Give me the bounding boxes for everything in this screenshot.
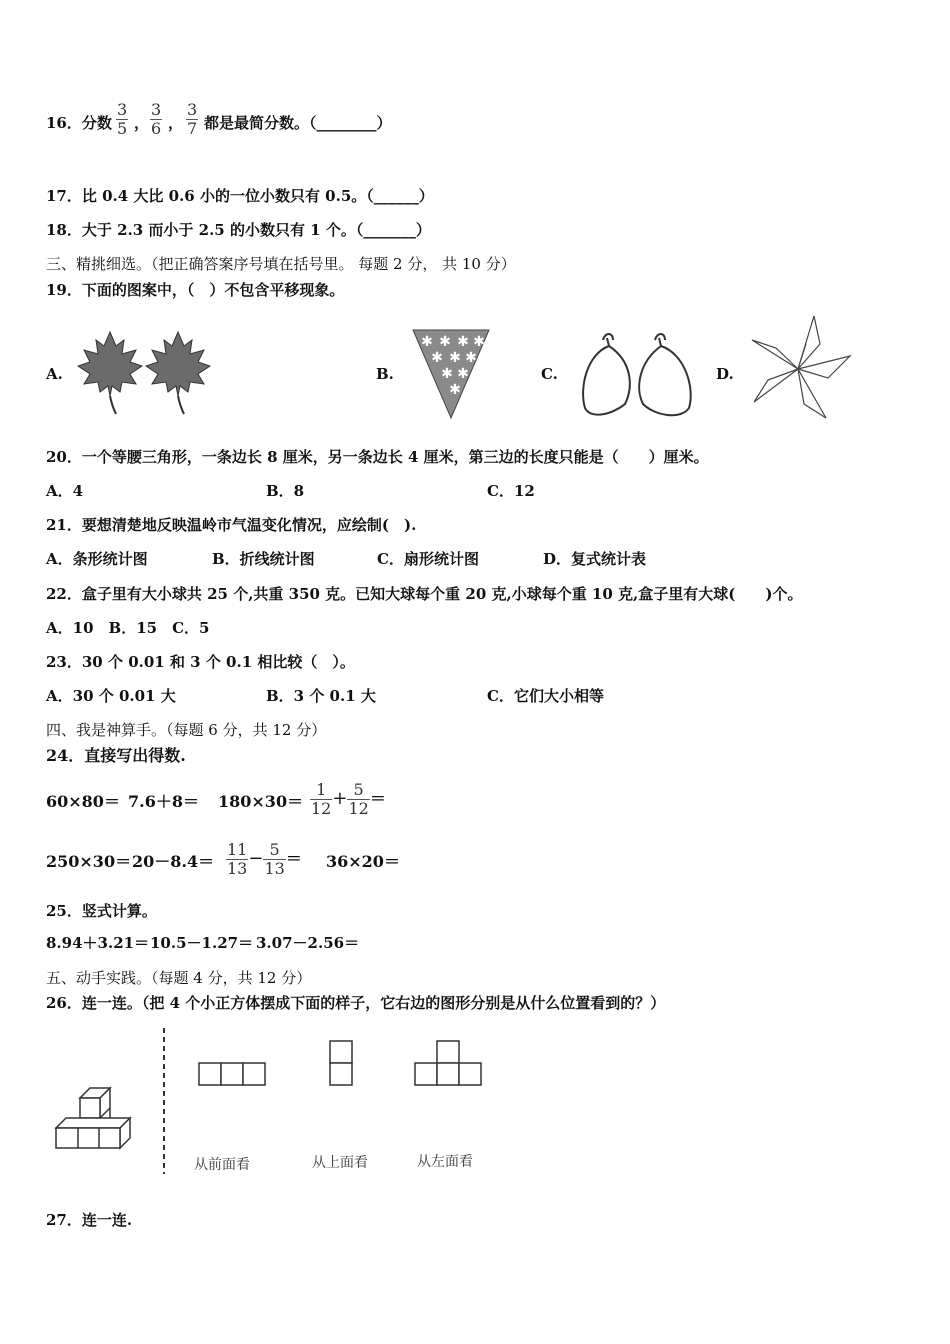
question-23: 23．30 个 0.01 和 3 个 0.1 相比较（ ）。 [46,653,355,671]
question-26: 26．连一连。（把 4 个小正方体摆成下面的样子，它右边的图形分别是从什么位置看到的？） [46,994,666,1012]
q19-option-c: C. [541,365,558,383]
view-left-grid [414,1040,482,1086]
caption-front-view: 从前面看 [194,1157,250,1173]
svg-text:✱: ✱ [439,334,451,350]
triangle-snowflake-image [411,328,491,420]
question-18: 18．大于 2.3 而小于 2.5 的小数只有 1 个。（_______） [46,221,431,239]
dashed-divider [162,1028,166,1174]
q24-item-6: 20－8.4＝ [132,852,215,871]
q23-option-a: A．30 个 0.01 大 [46,687,176,705]
q24-fraction-expr-1: $\frac{1}{12}$ + $\frac{5}{12}$ ＝ [311,779,386,818]
svg-text:✱: ✱ [421,334,433,350]
maple-leaves-image [76,330,216,420]
question-16: 16．分数 $\frac{3}{5}$ ， $\frac{3}{6}$ ， $\frac{3}{7}$ 都是最简分数。（________） [46,103,142,143]
q25-item-1: 8.94＋3.21＝ [46,934,150,952]
fraction-3-5: $\frac{3}{5}$ [117,100,128,138]
q24-item-2: 7.6＋8＝ [128,792,199,811]
section-5-heading: 五、动手实践。（每题 4 分，共 12 分） [46,969,312,987]
q24-item-1: 60×80＝ [46,792,120,811]
q23-option-b: B．3 个 0.1 大 [266,687,376,705]
question-25: 25．竖式计算。 [46,902,157,920]
q21-option-d: D．复式统计表 [543,550,647,568]
q24-item-8: 36×20＝ [326,852,400,871]
q24-item-3: 180×30＝ [218,792,304,811]
question-17: 17．比 0.4 大比 0.6 小的一位小数只有 0.5。（______） [46,187,434,205]
question-20: 20．一个等腰三角形，一条边长 8 厘米，另一条边长 4 厘米，第三边的长度只能是（ ）厘米。 [46,448,709,466]
hearts-image [577,328,697,420]
q20-option-b: B．8 [266,482,305,500]
section-4-heading: 四、我是神算手。（每题 6 分，共 12 分） [46,721,327,739]
q21-option-a: A．条形统计图 [46,550,148,568]
question-22: 22．盒子里有大小球共 25 个,共重 350 克。已知大球每个重 20 克,小球每个重 10 克,盒子里有大球( )个。 [46,585,803,603]
pinwheel-image [748,314,858,424]
question-24: 24．直接写出得数. [46,746,186,765]
q25-item-3: 3.07－2.56＝ [256,934,360,952]
view-top-grid [329,1040,353,1086]
q19-option-a: A. [46,365,63,383]
svg-text:✱: ✱ [457,366,469,382]
fraction-3-6: $\frac{3}{6}$ [151,100,162,138]
q25-item-2: 10.5－1.27＝ [150,934,254,952]
q19-option-b: B. [376,365,394,383]
q21-option-b: B．折线统计图 [212,550,315,568]
cube-stack-image [54,1080,154,1160]
q22-options: A．10 B．15 C．5 [46,619,210,637]
q23-option-c: C．它们大小相等 [487,687,604,705]
question-27: 27．连一连. [46,1211,133,1229]
q20-option-a: A．4 [46,482,84,500]
svg-text:✱: ✱ [473,334,485,350]
q24-item-5: 250×30＝ [46,852,132,871]
svg-text:✱: ✱ [449,350,461,366]
svg-text:✱: ✱ [465,350,477,366]
caption-left-view: 从左面看 [417,1154,473,1170]
q24-fraction-expr-2: $\frac{11}{13}$ − $\frac{5}{13}$ ＝ [227,839,302,878]
svg-text:✱: ✱ [457,334,469,350]
q16-text: 都是最简分数。（________） [204,114,392,132]
q16-prefix: 16．分数 [46,114,112,132]
svg-text:✱: ✱ [441,366,453,382]
svg-text:✱: ✱ [449,382,461,398]
fraction-3-7: $\frac{3}{7}$ [187,100,198,138]
caption-top-view: 从上面看 [312,1155,368,1171]
view-front-grid [198,1062,266,1086]
question-19: 19．下面的图案中，（ ）不包含平移现象。 [46,281,345,299]
question-21: 21．要想清楚地反映温岭市气温变化情况，应绘制( ). [46,516,417,534]
q20-option-c: C．12 [487,482,535,500]
q21-option-c: C．扇形统计图 [377,550,479,568]
svg-text:✱: ✱ [431,350,443,366]
section-3-heading: 三、精挑细选。（把正确答案序号填在括号里。 每题 2 分， 共 10 分） [46,255,516,273]
q19-option-d: D. [716,365,734,383]
